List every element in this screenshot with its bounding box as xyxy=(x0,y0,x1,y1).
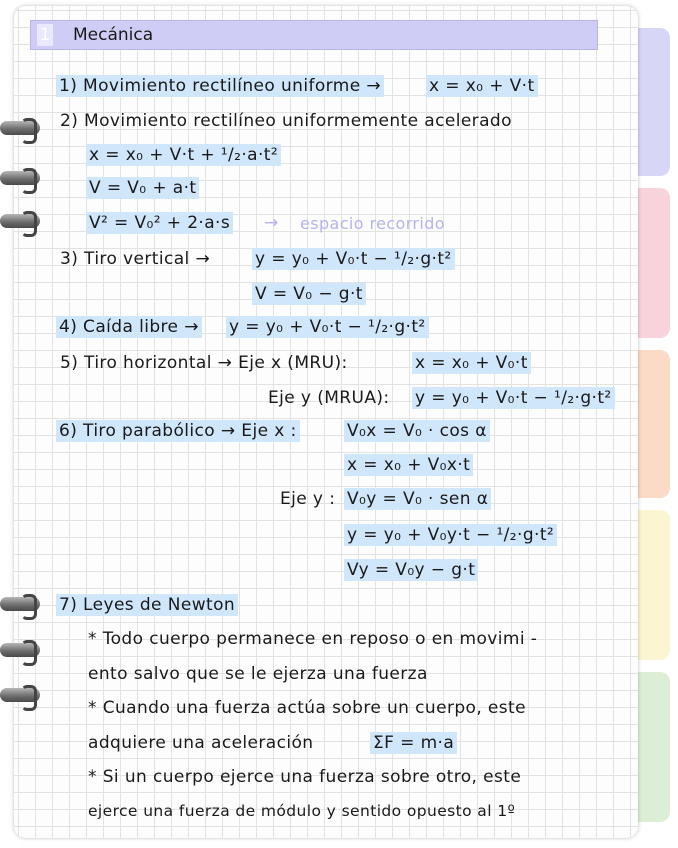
item-3-formula-1: y = y₀ + V₀·t − ¹/₂·g·t² xyxy=(252,248,455,270)
binder-ring xyxy=(0,171,40,185)
binder-ring xyxy=(0,121,40,135)
item-4-formula: y = y₀ + V₀·t − ¹/₂·g·t² xyxy=(226,316,429,338)
item-5-label-2: Eje y (MRUA): xyxy=(268,388,390,408)
item-3-label: 3) Tiro vertical → xyxy=(60,249,211,269)
item-4-label: 4) Caída libre → xyxy=(56,316,202,338)
section-title: Mecánica xyxy=(73,25,154,45)
item-6-label: 6) Tiro parabólico → Eje x : xyxy=(56,420,300,442)
binder-ring xyxy=(0,643,40,657)
binder-ring xyxy=(0,688,40,702)
item-7-line-2: ento salvo que se le ejerza una fuerza xyxy=(88,664,428,684)
item-5-formula-2: y = y₀ + V₀·t − ¹/₂·g·t² xyxy=(412,387,615,409)
item-1-formula: x = x₀ + V·t xyxy=(426,75,538,97)
item-2-formula-3: V² = V₀² + 2·a·s xyxy=(86,212,233,234)
item-7-line-4: adquiere una aceleración xyxy=(88,733,314,753)
item-6-formula-1: V₀x = V₀ · cos α xyxy=(344,420,490,442)
item-5-formula-1: x = x₀ + V₀·t xyxy=(412,352,531,374)
item-5-label: 5) Tiro horizontal → Eje x (MRU): xyxy=(60,353,348,373)
item-7-line-6: ejerce una fuerza de módulo y sentido opuesto al 1º xyxy=(88,802,516,820)
section-header xyxy=(30,20,598,50)
item-7-line-5: * Si un cuerpo ejerce una fuerza sobre otro, este xyxy=(88,767,522,787)
binder-ring xyxy=(0,214,40,228)
item-6-formula-4: y = y₀ + V₀y·t − ¹/₂·g·t² xyxy=(344,524,557,546)
item-6-label-2: Eje y : xyxy=(280,489,336,509)
item-6-formula-3: V₀y = V₀ · sen α xyxy=(344,488,491,510)
item-2-label: 2) Movimiento rectilíneo uniformemente acelerado xyxy=(60,111,512,131)
item-6-formula-5: Vy = V₀y − g·t xyxy=(344,559,478,581)
item-6-formula-2: x = x₀ + V₀x·t xyxy=(344,454,473,476)
arrow-icon: → xyxy=(264,213,279,233)
section-number: 1 xyxy=(37,24,53,46)
item-3-formula-2: V = V₀ − g·t xyxy=(252,283,366,305)
item-2-formula-1: x = x₀ + V·t + ¹/₂·a·t² xyxy=(86,144,281,166)
item-7-label: 7) Leyes de Newton xyxy=(56,594,238,616)
item-2-formula-2: V = V₀ + a·t xyxy=(86,177,199,199)
item-1-label: 1) Movimiento rectilíneo uniforme → xyxy=(56,75,384,97)
item-2-note: espacio recorrido xyxy=(300,214,445,233)
item-7-line-1: * Todo cuerpo permanece en reposo o en movimi - xyxy=(88,629,538,649)
item-7-formula: ΣF = m·a xyxy=(370,732,457,754)
binder-ring xyxy=(0,597,40,611)
item-7-line-3: * Cuando una fuerza actúa sobre un cuerpo, este xyxy=(88,698,526,718)
